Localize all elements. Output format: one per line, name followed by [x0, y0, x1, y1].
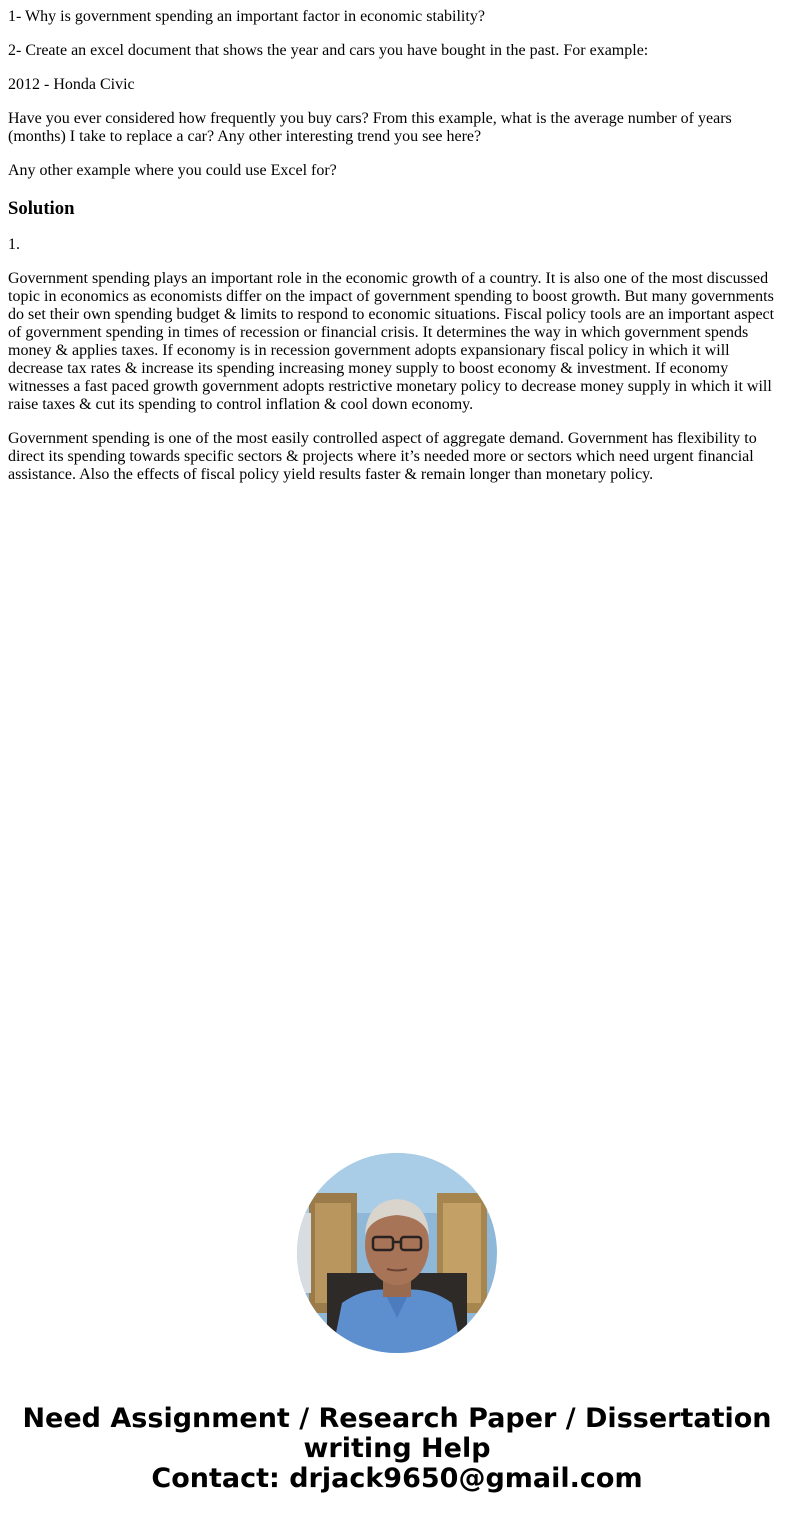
question-2-followup: Have you ever considered how frequently you buy cars? From this example, what is the average number of years (months) I take to replace a car? Any other interesting trend you see here?: [8, 110, 732, 145]
document-body: [8, 8, 778, 500]
promo-line-1: Need Assignment / Research Paper / Dissertation: [22, 1403, 772, 1434]
solution-paragraph-1: Government spending plays an important role in the economic growth of a country. It is also one of the most discussed topic in economics as economists differ on the impact of government spending to boost growth. But many governments do set their own spending budget & limits to respond to economic situations. Fiscal policy tools are an important aspect of government spending in times of recession or financial crisis. It determines the way in which government spends money & applies taxes. If economy is in recession government adopts expansionary fiscal policy in which it will decrease tax rates & increase its spending increasing money supply to boost economy & investment. If economy witnesses a fast paced growth government adopts restrictive monetary policy to decrease money supply in which it will raise taxes & cut its spending to control inflation & cool down economy.: [8, 270, 775, 413]
avatar: [297, 1153, 497, 1353]
question-example: 2012 - Honda Civic: [8, 76, 135, 93]
promo-banner: [0, 1404, 794, 1494]
solution-heading: Solution: [8, 198, 75, 219]
question-2: 2- Create an excel document that shows the year and cars you have bought in the past. For example:: [8, 42, 649, 59]
question-1: 1- Why is government spending an important factor in economic stability?: [8, 8, 485, 25]
avatar-portrait-image: [297, 1153, 497, 1353]
solution-paragraph-2: Government spending is one of the most easily controlled aspect of aggregate demand. Government has flexibility to direct its spending towards specific sectors & projects where it’s needed more or sectors which need urgent financial assistance. Also the effects of fiscal policy yield results faster & remain longer than monetary policy.: [8, 430, 757, 483]
solution-number: 1.: [8, 236, 20, 253]
promo-line-2: writing Help: [303, 1433, 491, 1464]
promo-contact: Contact: drjack9650@gmail.com: [151, 1463, 643, 1494]
question-2-extra: Any other example where you could use Excel for?: [8, 162, 337, 179]
